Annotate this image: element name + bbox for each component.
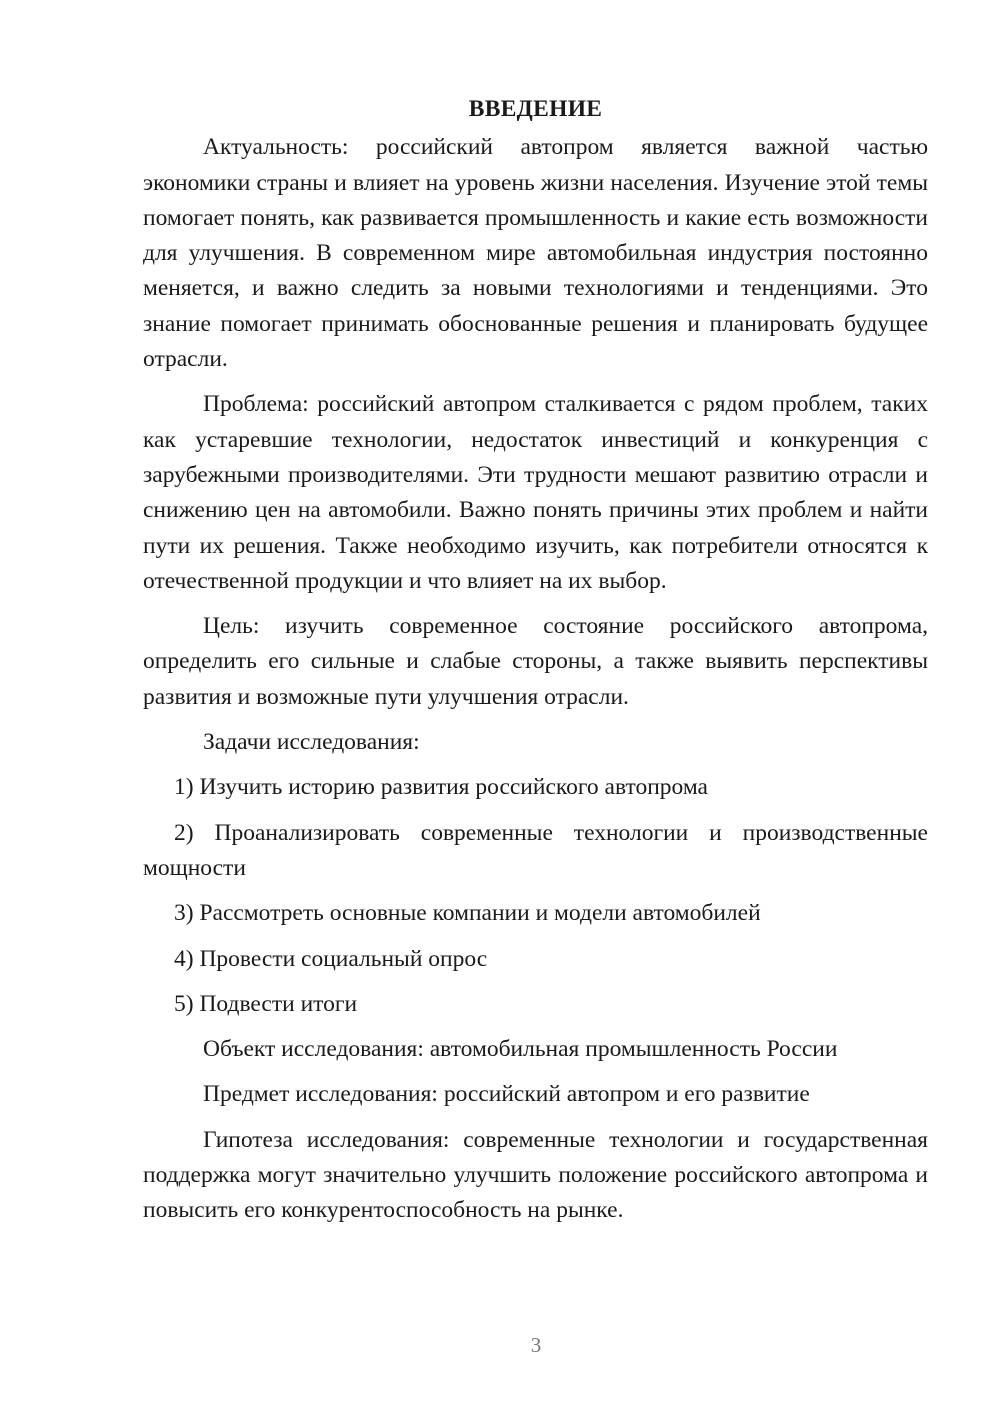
paragraph-subject: Предмет исследования: российский автопром и его развитие	[203, 1081, 810, 1108]
paragraph-goal: Цель: изучить современное состояние российского автопрома, определить его сильные и слабые стороны, а также выявить перспективы развития и возможные пути улучшения отрасли.	[143, 613, 928, 710]
paragraph-hypothesis: Гипотеза исследования: современные технологии и государственная поддержка могут значительно улучшить положение российского автопрома и повысить его конкурентоспособность на рынке.	[143, 1126, 928, 1224]
paragraph-tasks-heading: Задачи исследования:	[203, 729, 420, 756]
document-body	[143, 92, 928, 1239]
paragraph-problem: Проблема: российский автопром сталкивается с рядом проблем, таких как устаревшие технологии, недостаток инвестиций и конкуренция с зарубежными производителями. Эти трудности мешают развитию отрасли и снижению цен на автомобили. Важно понять причины этих проблем и найти пути их решения. Также необходимо изучить, как потребители относятся к отечественной продукции и что влияет на их выбор.	[143, 391, 928, 594]
task-item-5: 5) Подвести итоги	[174, 990, 358, 1017]
paragraph-relevance: Актуальность: российский автопром является важной частью экономики страны и влияет на уровень жизни населения. Изучение этой темы помогает понять, как развивается промышленность и какие есть возможности для улучшения. В современном мире автомобильная индустрия постоянно меняется, и важно следить за новыми технологиями и тенденциями. Это знание помогает принимать обоснованные решения и планировать будущее отрасли.	[143, 134, 928, 373]
task-item-1: 1) Изучить историю развития российского автопрома	[174, 774, 708, 801]
section-title: ВВЕДЕНИЕ	[468, 96, 603, 122]
paragraph-object: Объект исследования: автомобильная промышленность России	[203, 1036, 838, 1063]
page-number: 3	[530, 1333, 542, 1357]
task-item-4: 4) Провести социальный опрос	[174, 945, 488, 972]
task-item-2: 2) Проанализировать современные технологии и производственные мощности	[143, 819, 928, 881]
task-item-3: 3) Рассмотреть основные компании и модели автомобилей	[174, 900, 761, 927]
